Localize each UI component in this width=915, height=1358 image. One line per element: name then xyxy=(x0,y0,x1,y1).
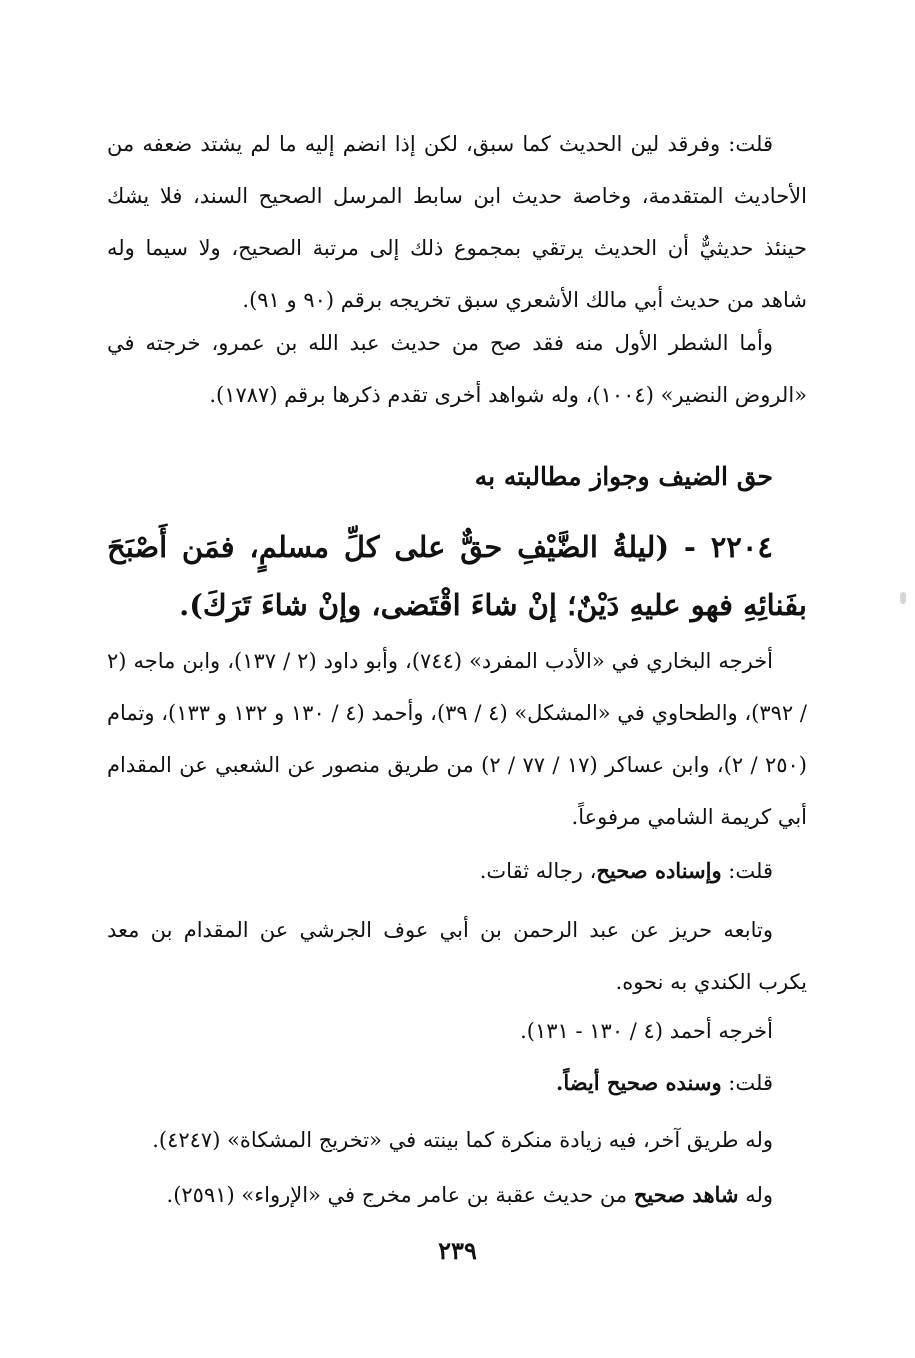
paragraph-mutaba: وتابعه حريز عن عبد الرحمن بن أبي عوف الجرشي عن المقدام بن معد يكرب الكندي به نحوه. xyxy=(107,918,807,994)
section-heading: حق الضيف وجواز مطالبته به xyxy=(474,462,773,491)
paragraph-sanad-also xyxy=(107,1063,807,1103)
page-number: ٢٣٩ xyxy=(438,1236,477,1265)
verdict-suffix: ، رجاله ثقات. xyxy=(479,859,597,883)
margin-ink-mark xyxy=(900,592,906,604)
paragraph-shahid xyxy=(107,1175,807,1215)
shahid-prefix: وله xyxy=(738,1183,773,1207)
paragraph-takhrij: أخرجه البخاري في «الأدب المفرد» (٧٤٤)، وأبو داود (٢ / ١٣٧)، وابن ماجه (٢ / ٣٩٢)، والطحاوي في «المشكل» (٤ / ٣٩)، وأحمد (٤ / ١٣٠ و ١٣٢ و ١٣٣)، وتمام (٢٥٠ / ٢)، وابن عساكر (١٧ / ٧٧ / ٢) من طريق منصور عن الشعبي عن المقدام أبي كريمة الشامي مرفوعاً. xyxy=(107,649,807,829)
verdict-prefix: قلت: xyxy=(721,859,773,883)
hadith-text: ٢٢٠٤ - (ليلةُ الضَّيْفِ حقٌّ على كلِّ مسلمٍ، فمَن أَصْبَحَ بفَنائِهِ فهو عليهِ دَيْنٌ؛ إنْ شاءَ اقْتَضى، وإنْ شاءَ تَرَكَ). xyxy=(107,530,807,622)
also-prefix: قلت: xyxy=(721,1071,773,1095)
shahid-suffix: من حديث عقبة بن عامر مخرج في «الإرواء» (٢٥٩١). xyxy=(166,1183,634,1207)
paragraph-sanad-verdict xyxy=(107,851,807,891)
paragraph-ahmad-source: أخرجه أحمد (٤ / ١٣٠ - ١٣١). xyxy=(520,1019,773,1043)
shahid-bold: شاهد صحيح xyxy=(633,1182,739,1207)
also-bold: وسنده صحيح أيضاً. xyxy=(556,1070,722,1095)
verdict-bold: وإسناده صحيح xyxy=(596,858,722,883)
paragraph-farqad-commentary: قلت: وفرقد لين الحديث كما سبق، لكن إذا انضم إليه ما لم يشتد ضعفه من الأحاديث المتقدمة، وخاصة حديث ابن سابط المرسل الصحيح السند، فلا يشك حينئذ حديثيٌّ أن الحديث يرتقي بمجموع ذلك إلى مرتبة الصحيح، ولا سيما وله شاهد من حديث أبي مالك الأشعري سبق تخريجه برقم (٩٠ و ٩١). xyxy=(107,132,807,312)
paragraph-other-route: وله طريق آخر، فيه زيادة منكرة كما بينته في «تخريج المشكاة» (٤٢٤٧). xyxy=(152,1128,773,1152)
paragraph-first-half: وأما الشطر الأول منه فقد صح من حديث عبد الله بن عمرو، خرجته في «الروض النضير» (١٠٠٤)، وله شواهد أخرى تقدم ذكرها برقم (١٧٨٧). xyxy=(107,331,807,407)
